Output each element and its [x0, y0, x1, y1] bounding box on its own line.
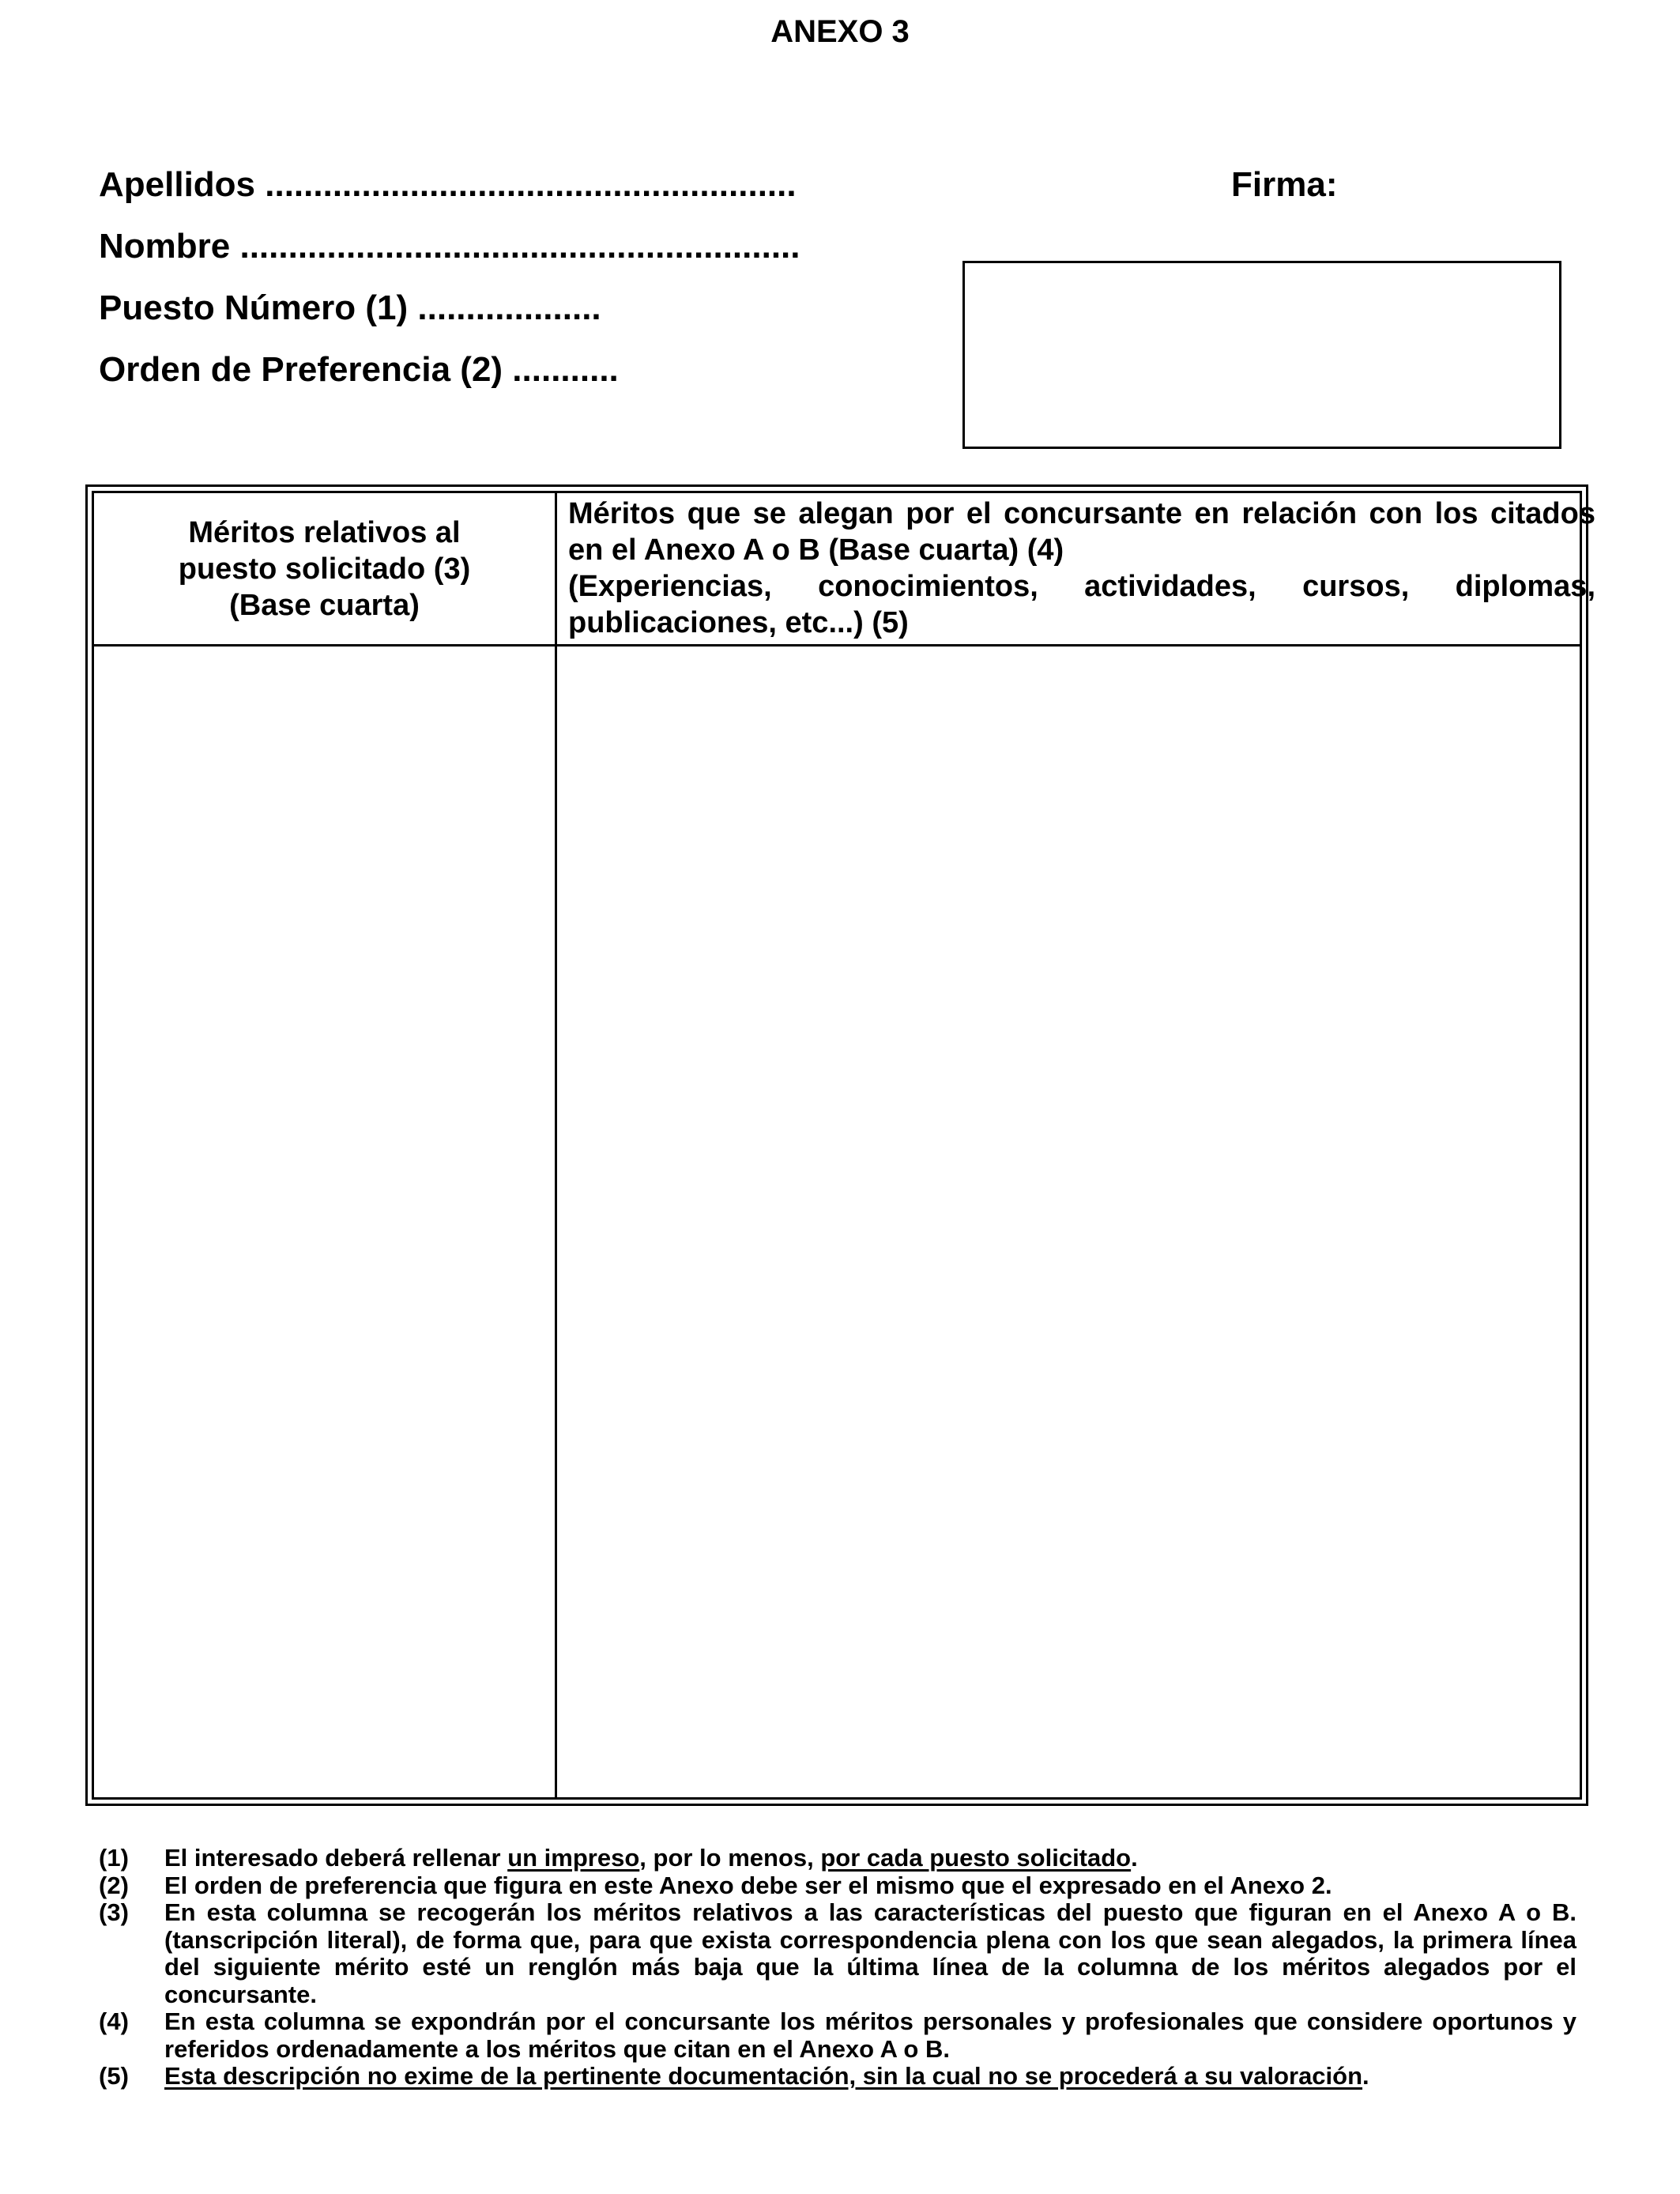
footnote-number: (3)	[99, 1898, 129, 1926]
footnote-number: (5)	[99, 2062, 129, 2090]
puesto-numero-field[interactable]: Puesto Número (1) ...................	[99, 288, 601, 327]
col1-header-line: (Base cuarta)	[229, 588, 420, 622]
footnotes	[99, 1845, 1576, 2090]
footnote-1	[99, 1845, 1576, 1872]
footnote-4	[99, 2008, 1576, 2063]
col1-body-cell[interactable]	[94, 647, 555, 1797]
signature-box[interactable]	[962, 261, 1561, 449]
col2-body-cell[interactable]	[557, 647, 1580, 1797]
col1-header	[94, 493, 555, 644]
footnote-underlined: un impreso	[507, 1844, 640, 1872]
footnote-number: (2)	[99, 1871, 129, 1899]
footnote-text	[164, 2063, 1576, 2090]
footnote-number: (1)	[99, 1844, 129, 1872]
footnote-text	[164, 1845, 1576, 1872]
col1-header-line: Méritos relativos al	[188, 515, 461, 549]
merits-table	[85, 484, 1595, 1806]
document-title: ANEXO 3	[770, 14, 910, 49]
merits-table-inner	[92, 491, 1595, 1800]
footnote-part: , por lo menos,	[639, 1844, 821, 1872]
col1-header-line: puesto solicitado (3)	[178, 552, 471, 586]
footnote-text: En esta columna se expondrán por el concursante los méritos personales y profesionales que considere oportunos y referidos ordenadamente a los méritos que citan en el Anexo A o B.	[164, 2007, 1576, 2063]
footnote-2	[99, 1872, 1576, 1900]
col2-header	[568, 496, 1595, 641]
footnote-3	[99, 1899, 1576, 2008]
footnote-part: El interesado deberá rellenar	[164, 1844, 508, 1872]
footnote-text: El orden de preferencia que figura en este Anexo debe ser el mismo que el expresado en el Anexo 2.	[164, 1871, 1332, 1899]
col2-header-line1: Méritos que se alegan por el concursante en relación con los citados en el Anexo A o B (Base cuarta) (4)	[568, 497, 1595, 567]
footnote-5	[99, 2063, 1576, 2090]
footnote-number: (4)	[99, 2007, 129, 2035]
footnote-part: .	[1131, 1844, 1138, 1872]
apellidos-field[interactable]: Apellidos .......................................................	[99, 165, 797, 204]
footnote-underlined: Esta descripción no exime de la pertinente documentación, sin la cual no se procederá a su valoración	[164, 2062, 1363, 2090]
footnote-text: En esta columna se recogerán los méritos relativos a las características del puesto que figuran en el Anexo A o B. (tanscripción literal), de forma que, para que exista correspondencia plena con los que sean alegados, la primera línea del siguiente mérito esté un renglón más baja que la última línea de la columna de los méritos alegados por el concursante.	[164, 1898, 1576, 2008]
firma-label: Firma:	[1231, 165, 1338, 204]
footnote-part: .	[1362, 2062, 1369, 2090]
orden-preferencia-field[interactable]: Orden de Preferencia (2) ...........	[99, 350, 619, 389]
col2-header-line2: (Experiencias, conocimientos, actividades, cursos, diplomas, publicaciones, etc...) (5)	[568, 570, 1595, 639]
footnote-underlined: por cada puesto solicitado	[820, 1844, 1132, 1872]
nombre-field[interactable]: Nombre ..........................................................	[99, 227, 800, 266]
